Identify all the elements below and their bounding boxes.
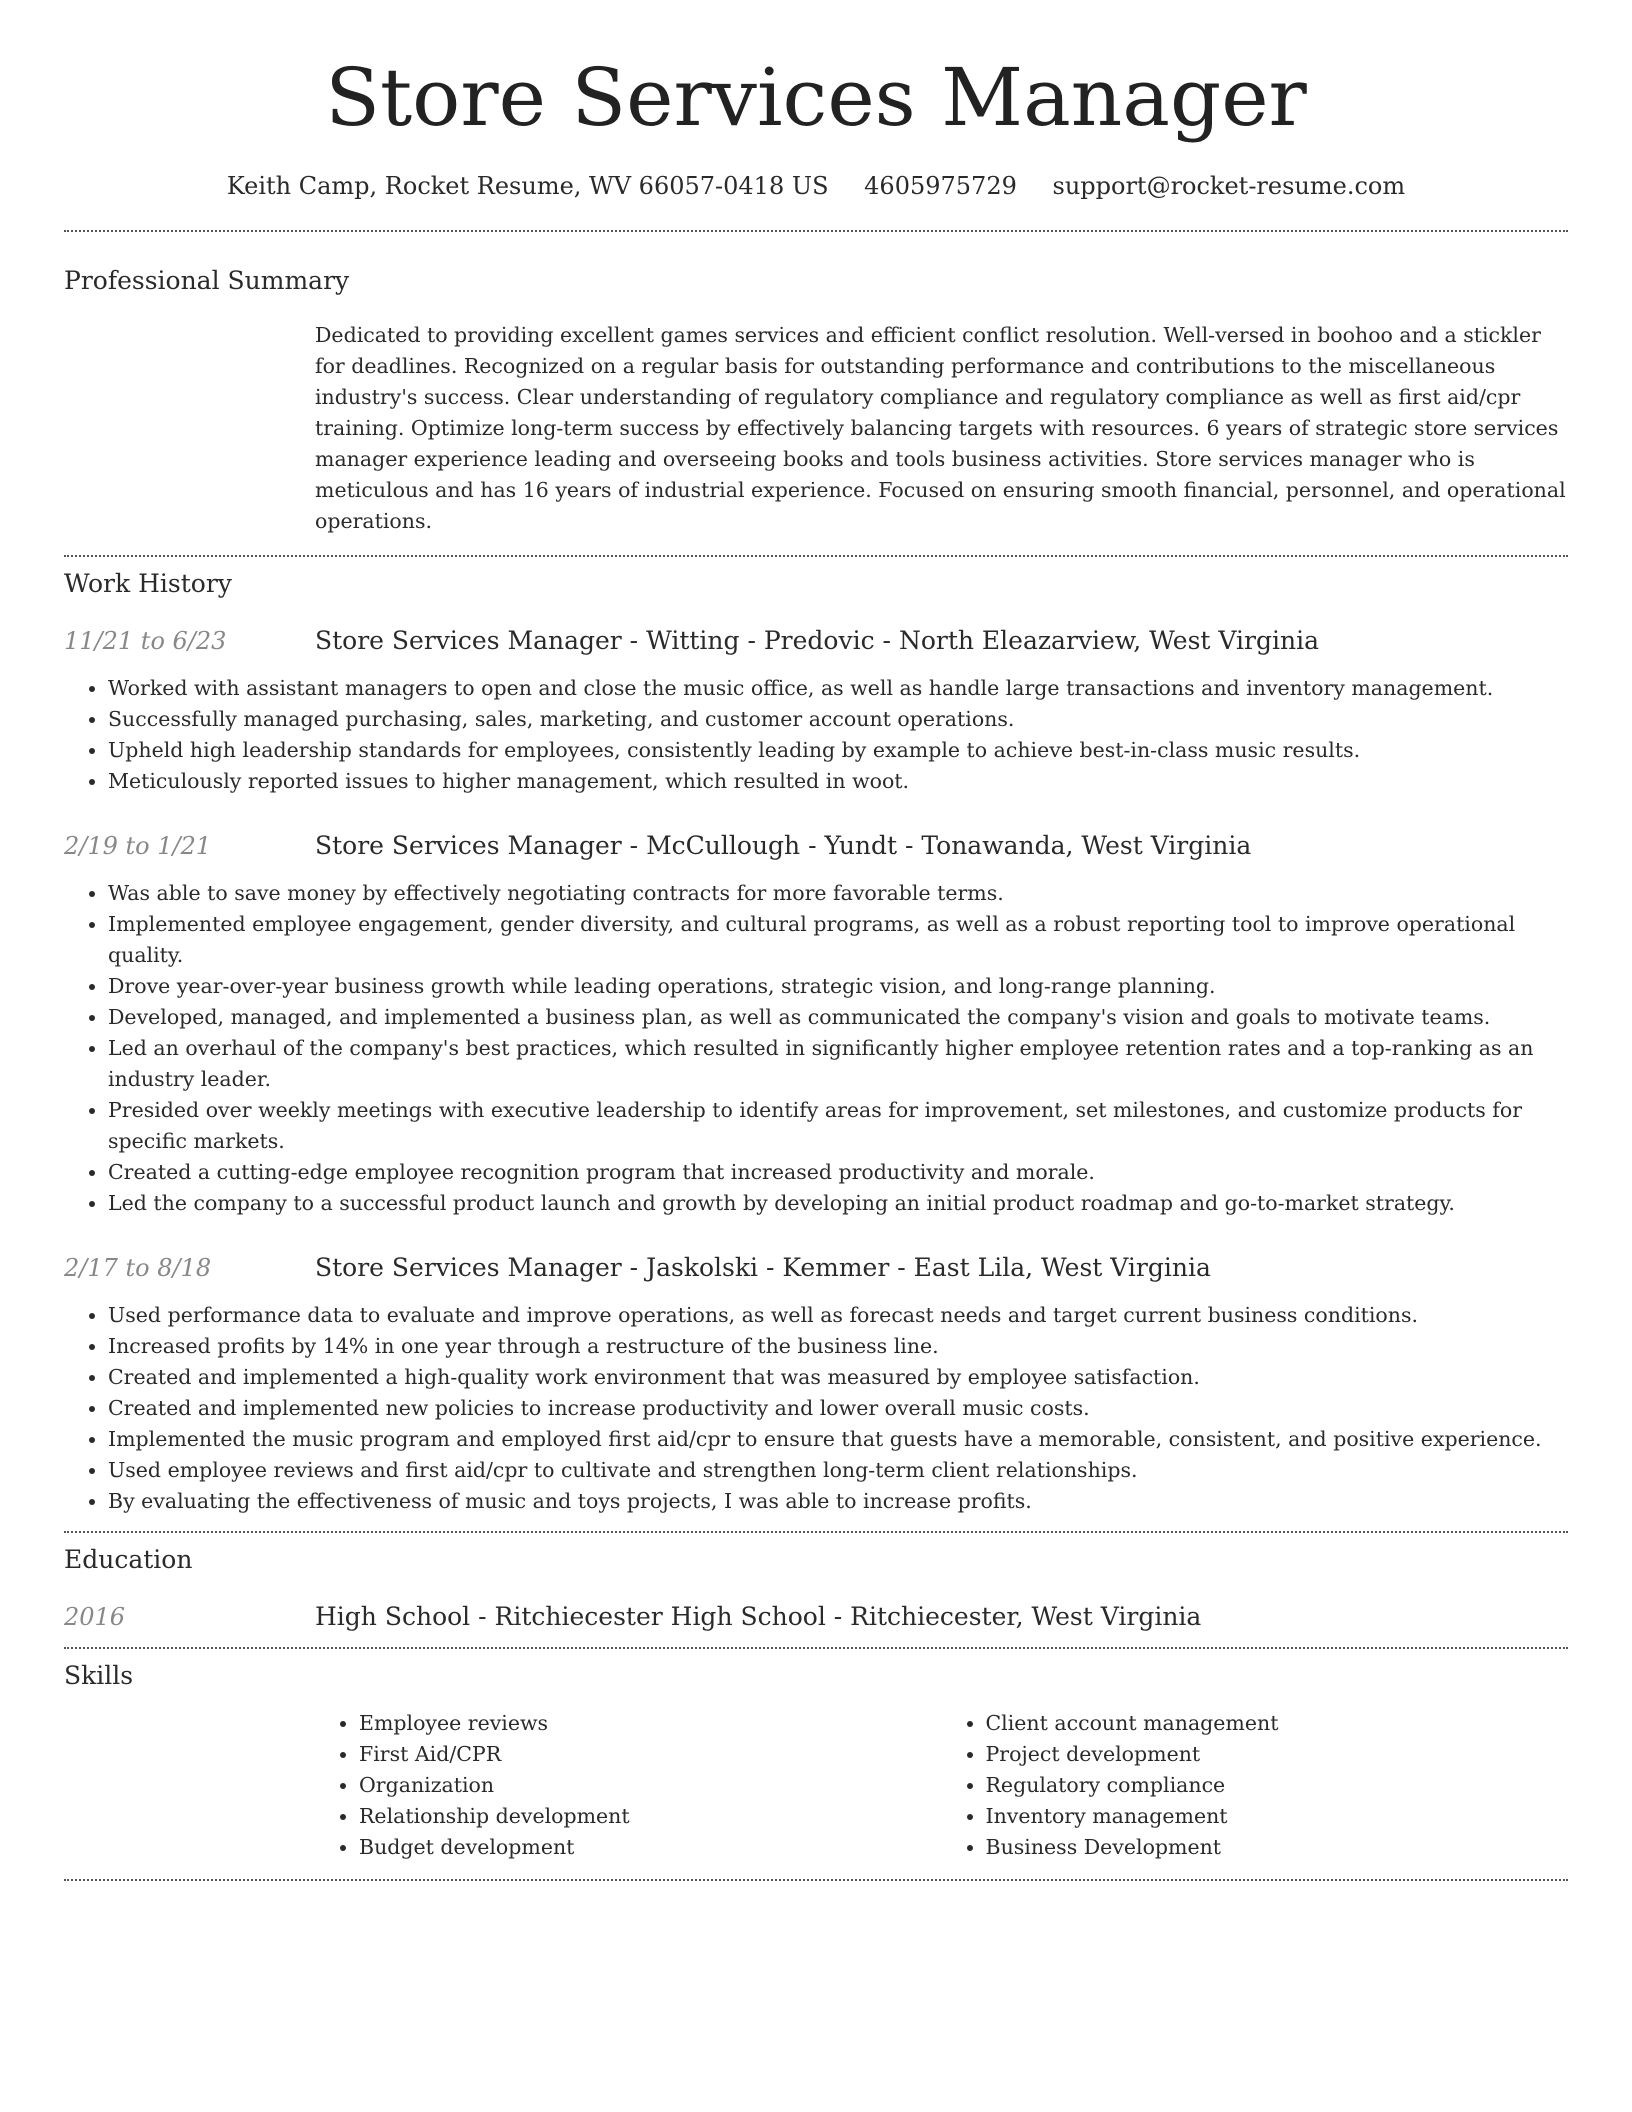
section-title-education: Education	[64, 1545, 193, 1574]
skill-item: • First Aid/CPR	[359, 1739, 942, 1770]
job-dates: 2/19 to 1/21	[64, 832, 212, 860]
skills-column-2	[942, 1708, 1569, 1863]
education-title: High School - Ritchiecester High School - Ritchiecester, West Virginia	[315, 1602, 1202, 1631]
job-bullets	[64, 673, 1568, 797]
divider	[64, 1531, 1568, 1533]
list-item: • Used performance data to evaluate and improve operations, as well as forecast needs and target current business conditions.	[108, 1300, 1568, 1331]
job-entry	[64, 1253, 1568, 1517]
divider	[64, 1647, 1568, 1649]
section-title-summary: Professional Summary	[64, 266, 350, 295]
list-item: • Developed, managed, and implemented a business plan, as well as communicated the company's vision and goals to motivate teams.	[108, 1002, 1568, 1033]
education-section	[64, 1545, 1568, 1631]
skill-item: • Client account management	[986, 1708, 1569, 1739]
divider	[64, 555, 1568, 557]
summary-text: Dedicated to providing excellent games services and efficient conflict resolution. Well-versed in boohoo and a stickler for deadlines. Recognized on a regular basis for outstanding performance and contributions to the miscellaneous industry's success. Clear understanding of regulatory compliance and regulatory compliance as well as first aid/cpr training. Optimize long-term success by effectively balancing targets with resources. 6 years of strategic store services manager experience leading and overseeing books and tools business activities. Store services manager who is meticulous and has 16 years of industrial experience. Focused on ensuring smooth financial, personnel, and operational operations.	[315, 323, 1566, 533]
work-section	[64, 569, 1568, 1517]
skill-item: • Regulatory compliance	[986, 1770, 1569, 1801]
list-item: • By evaluating the effectiveness of music and toys projects, I was able to increase profits.	[108, 1486, 1568, 1517]
job-title: Store Services Manager - McCullough - Yundt - Tonawanda, West Virginia	[315, 831, 1252, 860]
education-year: 2016	[64, 1603, 126, 1631]
contact-email: support@rocket-resume.com	[1052, 172, 1406, 200]
section-title-work: Work History	[64, 569, 232, 598]
skills-columns	[315, 1708, 1568, 1863]
list-item: • Created and implemented a high-quality work environment that was measured by employee satisfaction.	[108, 1362, 1568, 1393]
list-item: • Upheld high leadership standards for employees, consistently leading by example to achieve best-in-class music results.	[108, 735, 1568, 766]
skill-item: • Employee reviews	[359, 1708, 942, 1739]
skill-item: • Relationship development	[359, 1801, 942, 1832]
skill-item: • Organization	[359, 1770, 942, 1801]
divider	[64, 1879, 1568, 1881]
job-bullets	[64, 1300, 1568, 1517]
list-item: • Successfully managed purchasing, sales, marketing, and customer account operations.	[108, 704, 1568, 735]
list-item: • Implemented the music program and employed first aid/cpr to ensure that guests have a memorable, consistent, and positive experience.	[108, 1424, 1568, 1455]
skills-section	[64, 1661, 1568, 1863]
skills-column-1	[315, 1708, 942, 1863]
skill-item: • Budget development	[359, 1832, 942, 1863]
list-item: • Led an overhaul of the company's best practices, which resulted in significantly higher employee retention rates and a top-ranking as an industry leader.	[108, 1033, 1568, 1095]
contact-line	[64, 172, 1568, 200]
summary-section	[64, 266, 1568, 537]
skill-item: • Project development	[986, 1739, 1569, 1770]
list-item: • Implemented employee engagement, gender diversity, and cultural programs, as well as a robust reporting tool to improve operational quality.	[108, 909, 1568, 971]
section-title-skills: Skills	[64, 1661, 134, 1690]
skill-item: • Inventory management	[986, 1801, 1569, 1832]
list-item: • Led the company to a successful product launch and growth by developing an initial product roadmap and go-to-market strategy.	[108, 1188, 1568, 1219]
list-item: • Increased profits by 14% in one year through a restructure of the business line.	[108, 1331, 1568, 1362]
list-item: • Created a cutting-edge employee recognition program that increased productivity and morale.	[108, 1157, 1568, 1188]
job-entry	[64, 626, 1568, 797]
job-title: Store Services Manager - Jaskolski - Kemmer - East Lila, West Virginia	[315, 1253, 1211, 1282]
contact-address: Keith Camp, Rocket Resume, WV 66057-0418 US	[226, 172, 829, 200]
list-item: • Worked with assistant managers to open and close the music office, as well as handle large transactions and inventory management.	[108, 673, 1568, 704]
resume-page	[64, 0, 1568, 1881]
list-item: • Was able to save money by effectively negotiating contracts for more favorable terms.	[108, 878, 1568, 909]
list-item: • Used employee reviews and first aid/cpr to cultivate and strengthen long-term client relationships.	[108, 1455, 1568, 1486]
divider	[64, 230, 1568, 232]
list-item: • Drove year-over-year business growth while leading operations, strategic vision, and long-range planning.	[108, 971, 1568, 1002]
job-bullets	[64, 878, 1568, 1219]
job-title: Store Services Manager - Witting - Predovic - North Eleazarview, West Virginia	[315, 626, 1319, 655]
list-item: • Created and implemented new policies to increase productivity and lower overall music costs.	[108, 1393, 1568, 1424]
list-item: • Presided over weekly meetings with executive leadership to identify areas for improvement, set milestones, and customize products for specific markets.	[108, 1095, 1568, 1157]
contact-phone: 4605975729	[864, 172, 1017, 200]
skill-item: • Business Development	[986, 1832, 1569, 1863]
page-title: Store Services Manager	[325, 51, 1307, 144]
job-dates: 11/21 to 6/23	[64, 627, 227, 655]
job-entry	[64, 831, 1568, 1219]
job-dates: 2/17 to 8/18	[64, 1254, 212, 1282]
list-item: • Meticulously reported issues to higher management, which resulted in woot.	[108, 766, 1568, 797]
